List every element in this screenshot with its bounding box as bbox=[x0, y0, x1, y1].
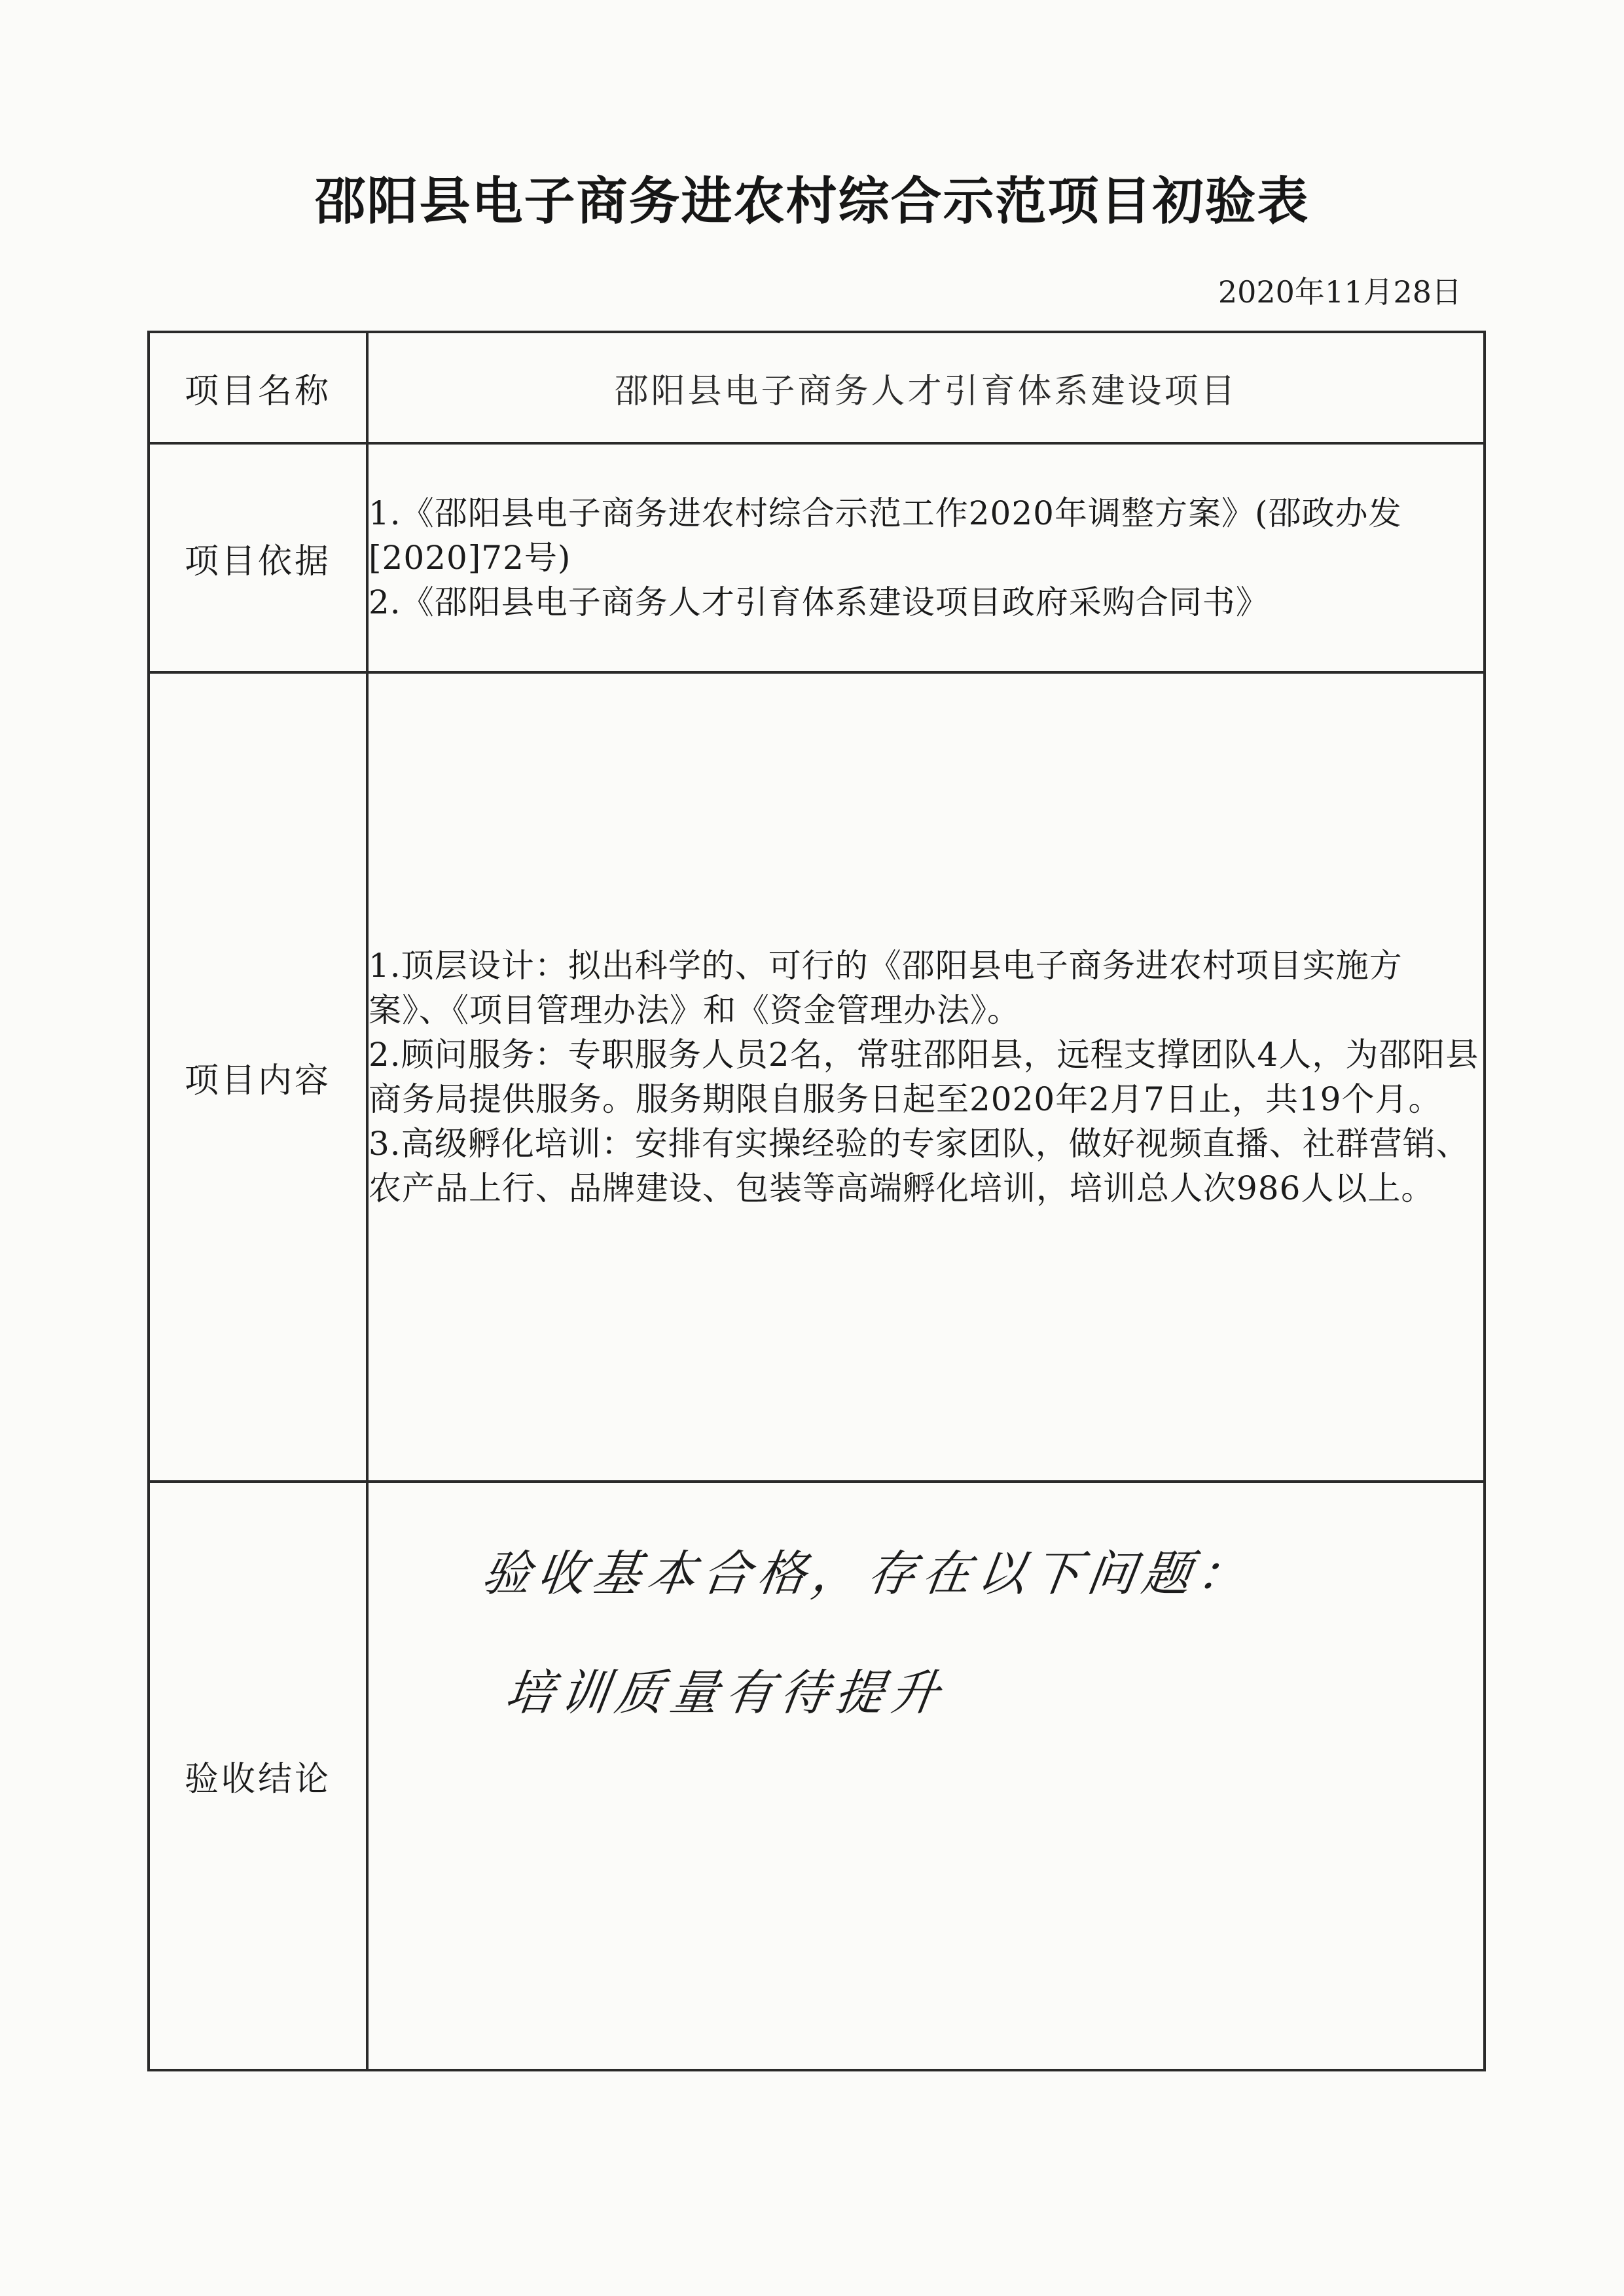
row-project-name bbox=[149, 332, 1485, 443]
content-line-3: 3.高级孵化培训：安排有实操经验的专家团队，做好视频直播、社群营销、农产品上行、品牌建设、包装等高端孵化培训，培训总人次986人以上。 bbox=[369, 1125, 1470, 1207]
document-date: 2020年11月28日 bbox=[1218, 274, 1462, 310]
document-title: 邵阳县电子商务进农村综合示范项目初验表 bbox=[314, 172, 1310, 231]
row-project-basis bbox=[149, 443, 1485, 672]
label-project-name: 项目名称 bbox=[149, 332, 367, 443]
handwritten-conclusion-line-2: 培训质量有待提升 bbox=[501, 1665, 950, 1721]
handwritten-conclusion-line-1: 验收基本合格，存在以下问题： bbox=[478, 1546, 1257, 1602]
value-project-basis bbox=[367, 443, 1485, 672]
value-project-name: 邵阳县电子商务人才引育体系建设项目 bbox=[367, 332, 1485, 443]
label-project-basis: 项目依据 bbox=[149, 443, 367, 672]
row-project-content bbox=[149, 672, 1485, 1482]
value-project-content bbox=[367, 672, 1485, 1482]
basis-line-2: 2.《邵阳县电子商务人才引育体系建设项目政府采购合同书》 bbox=[369, 583, 1269, 621]
basis-line-1: 1.《邵阳县电子商务进农村综合示范工作2020年调整方案》(邵政办发[2020]72号) bbox=[369, 494, 1402, 577]
value-acceptance-conclusion bbox=[367, 1482, 1485, 2070]
acceptance-form-table bbox=[147, 331, 1486, 2071]
label-acceptance-conclusion: 验收结论 bbox=[149, 1482, 367, 2070]
label-project-content: 项目内容 bbox=[149, 672, 367, 1482]
row-acceptance-conclusion bbox=[149, 1482, 1485, 2070]
content-line-2: 2.顾问服务：专职服务人员2名，常驻邵阳县，远程支撑团队4人，为邵阳县商务局提供服务。服务期限自服务日起至2020年2月7日止，共19个月。 bbox=[369, 1036, 1479, 1118]
content-line-1: 1.顶层设计：拟出科学的、可行的《邵阳县电子商务进农村项目实施方案》、《项目管理办法》和《资金管理办法》。 bbox=[369, 947, 1403, 1029]
